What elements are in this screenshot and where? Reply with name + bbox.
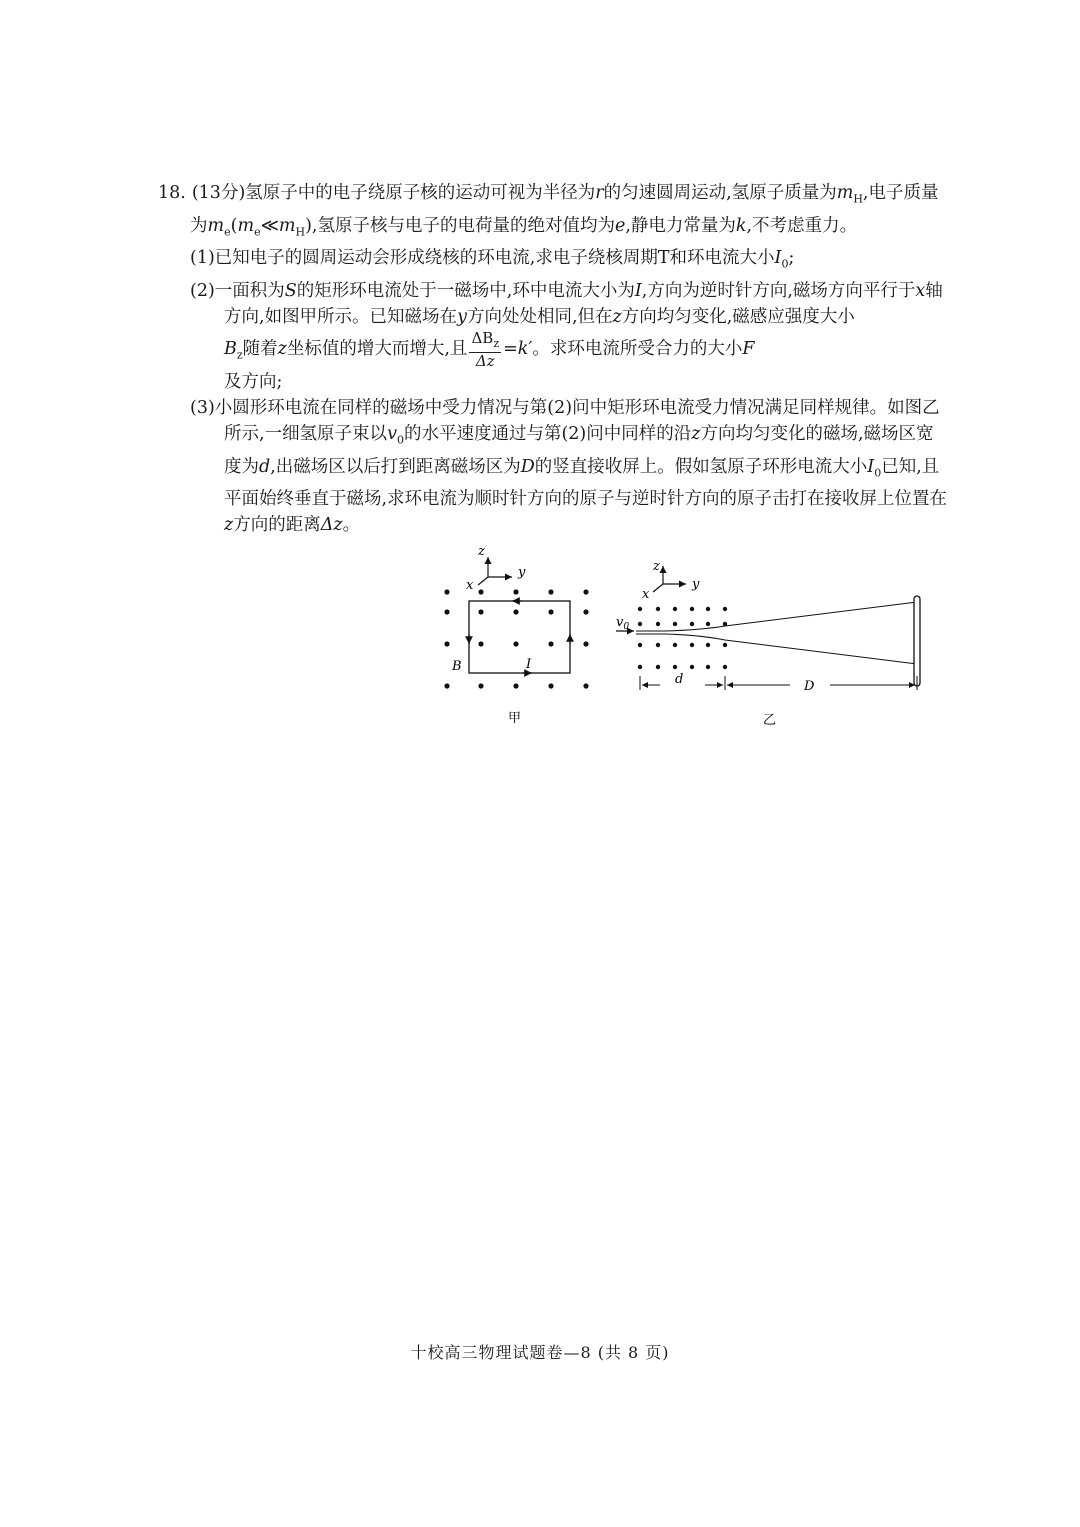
caption-b: 乙: [763, 713, 777, 728]
label-D: D: [804, 679, 815, 694]
part-1: (1)已知电子的圆周运动会形成绕核的环电流,求电子绕核周期T和环电流大小$I_0$;: [190, 248, 795, 271]
axes-a: [478, 557, 512, 585]
figure-b: [616, 559, 920, 728]
part-3: (3)小圆形环电流在同样的磁场中受力情况与第(2)问中矩形环电流受力情况满足同样规律。如图乙所示,一细氢原子束以$v_0$的水平速度通过与第(2)问中同样的沿z方向均匀变化的磁场,磁场区宽度为d,出磁场区以后打到距离磁场区为D的竖直接收屏上。假如氢原子环形电流大小$I_0$已知,且平面始终垂直于磁场,求环电流为顺时针方向的原子与逆时针方向的原子击打在接收屏上位置在z方向的距离Δz。: [190, 398, 948, 535]
question-number: 18.: [158, 183, 186, 203]
field-dots-a: [444, 589, 588, 688]
gradient-fraction: $\frac{\Delta B_z}{\Delta z}$: [471, 328, 500, 370]
axis-y-label: y: [518, 565, 526, 580]
figure-a: [444, 544, 588, 726]
figure-svg: [430, 544, 940, 732]
axis-z-label: z: [478, 544, 485, 559]
page-footer: 十校高三物理试题卷—8 (共 8 页): [410, 1343, 670, 1362]
label-v0: $v_0$: [616, 615, 630, 632]
part-2: (2)一面积为S的矩形环电流处于一磁场中,环中电流大小为I,方向为逆时针方向,磁场方向平行于x轴方向,如图甲所示。已知磁场在y方向处处相同,但在z方向均匀变化,磁感应强度大小 $B_z$随着z坐标值的增大而增大,且 $\frac{\Delta B_z}{\Delta z}$ =k′。求环电流所受合力的大小F 及方向;: [190, 280, 943, 392]
axis-x-label: x: [466, 578, 474, 593]
axis-y-label-b: y: [692, 577, 700, 592]
axis-z-label-b: z: [653, 559, 660, 574]
label-I: I: [526, 657, 532, 672]
beam-paths: [636, 602, 917, 664]
question-18: [158, 180, 948, 538]
label-d: d: [675, 672, 684, 687]
current-loop-a: [469, 601, 570, 673]
caption-a: 甲: [508, 711, 522, 726]
question-stem: 18. (13分)氢原子中的电子绕原子核的运动可视为半径为r的匀速圆周运动,氢原子质量为$m_H$,电子质量为$m_e(m_e≪m_H)$,氢原子核与电子的电荷量的绝对值均为e,静电力常量为k,不考虑重力。: [158, 183, 939, 238]
receiving-screen: [914, 596, 920, 686]
axis-x-label-b: x: [642, 587, 650, 602]
figures: [430, 544, 940, 732]
label-B: B: [452, 659, 462, 674]
